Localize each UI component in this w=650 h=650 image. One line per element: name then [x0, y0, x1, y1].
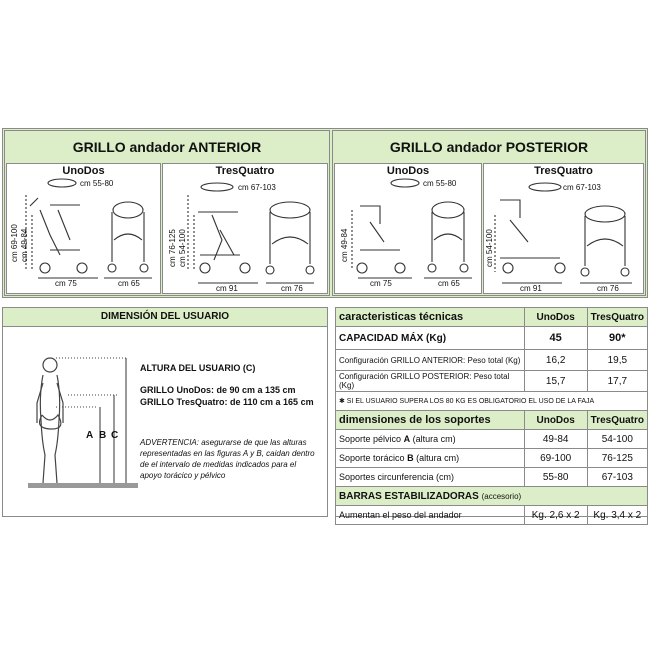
bars-unodos: Kg. 2,6 x 2 [524, 506, 587, 525]
table-row [336, 430, 648, 449]
user-height-line2: GRILLO TresQuatro: de 110 cm a 165 cm [140, 397, 314, 407]
supports-title: dimensiones de los soportes [336, 411, 525, 430]
letter-c: C [111, 430, 119, 441]
posterior-tresquatro-w1: cm 91 [520, 284, 542, 293]
posterior-unodos-h1: cm 49-84 [340, 228, 349, 262]
anterior-tresquatro-w2: cm 76 [281, 284, 303, 293]
anterior-tresquatro-h1: cm 76-125 [168, 229, 177, 267]
support-pelvic-label [336, 430, 525, 449]
support-circ-label: Soportes circunferencia (cm) [336, 468, 525, 487]
support-circ-tresquatro: 67-103 [587, 468, 647, 487]
anterior-unodos-title: UnoDos [62, 165, 105, 177]
user-panel-title: DIMENSIÓN DEL USUARIO [100, 311, 230, 322]
support-pelvic-unit: (altura cm) [412, 434, 456, 444]
spec-capacity-label: CAPACIDAD MÁX (Kg) [336, 327, 525, 350]
support-thoracic-unit: (altura cm) [416, 453, 460, 463]
table-row [336, 350, 648, 371]
anterior-title: GRILLO andador ANTERIOR [72, 139, 262, 155]
posterior-title: GRILLO andador POSTERIOR [389, 139, 589, 155]
spec-posterior-tresquatro: 17,7 [587, 371, 647, 392]
bars-tresquatro: Kg. 3,4 x 2 [587, 506, 647, 525]
specs-col-unodos: UnoDos [524, 308, 587, 327]
anterior-tresquatro-circ: cm 67-103 [238, 183, 276, 192]
anterior-tresquatro-w1: cm 91 [216, 284, 238, 293]
user-figure [28, 355, 148, 495]
anterior-unodos-w1: cm 75 [55, 279, 77, 288]
support-circ-unodos: 55-80 [524, 468, 587, 487]
posterior-unodos-circ: cm 55-80 [423, 179, 457, 188]
anterior-unodos-h1: cm 69-100 [10, 224, 19, 262]
table-row [336, 506, 648, 525]
table-row [336, 327, 648, 350]
bars-label: Aumentan el peso del andador [336, 506, 525, 525]
bars-title-note: (accesorio) [481, 491, 522, 501]
support-pelvic-tresquatro: 54-100 [587, 430, 647, 449]
anterior-unodos-h2: cm 49-84 [20, 228, 29, 262]
support-thoracic-text: Soporte torácico [339, 453, 405, 463]
support-thoracic-label [336, 449, 525, 468]
walker-drawings [0, 0, 650, 300]
anterior-tresquatro-h2: cm 54-100 [178, 229, 187, 267]
support-thoracic-tresquatro: 76-125 [587, 449, 647, 468]
spec-anterior-label: Configuración GRILLO ANTERIOR: Peso total (Kg) [336, 350, 525, 371]
letter-b: B [99, 430, 107, 441]
bars-title-cell [336, 487, 648, 506]
specs-col-tresquatro: TresQuatro [587, 308, 647, 327]
support-pelvic-unodos: 49-84 [524, 430, 587, 449]
spec-anterior-tresquatro: 19,5 [587, 350, 647, 371]
specs-title: caracteristicas técnicas [336, 308, 525, 327]
specs-table [335, 307, 648, 525]
support-thoracic-letter: B [407, 453, 414, 463]
user-height-line1: GRILLO UnoDos: de 90 cm a 135 cm [140, 385, 296, 395]
spec-anterior-unodos: 16,2 [524, 350, 587, 371]
posterior-tresquatro-h1: cm 54-100 [485, 229, 494, 267]
posterior-unodos-w2: cm 65 [438, 279, 460, 288]
bars-title: BARRAS ESTABILIZADORAS [339, 490, 479, 502]
anterior-tresquatro-title: TresQuatro [215, 165, 275, 177]
letter-a: A [86, 430, 94, 441]
specs-note: ✱ SI EL USUARIO SUPERA LOS 80 KG ES OBLIGATORIO EL USO DE LA FAJA [336, 392, 648, 411]
posterior-unodos-w1: cm 75 [370, 279, 392, 288]
table-row [336, 449, 648, 468]
anterior-unodos-w2: cm 65 [118, 279, 140, 288]
posterior-tresquatro-circ: cm 67-103 [563, 183, 601, 192]
support-pelvic-text: Soporte pélvico [339, 434, 402, 444]
spec-posterior-label: Configuración GRILLO POSTERIOR: Peso total (Kg) [336, 371, 525, 392]
support-thoracic-unodos: 69-100 [524, 449, 587, 468]
supports-col-unodos: UnoDos [524, 411, 587, 430]
table-row [336, 468, 648, 487]
user-warning: ADVERTENCIA: asegurarse de que las alturas representadas en las figuras A y B, caidan dentro de el intervalo de medidas indicados para el apoyo torácico y pélvico [140, 438, 315, 480]
posterior-unodos-title: UnoDos [386, 165, 430, 177]
spec-capacity-tresquatro: 90* [587, 327, 647, 350]
table-row [336, 371, 648, 392]
spec-capacity-unodos: 45 [524, 327, 587, 350]
spec-posterior-unodos: 15,7 [524, 371, 587, 392]
supports-col-tresquatro: TresQuatro [587, 411, 647, 430]
support-pelvic-letter: A [403, 434, 411, 444]
posterior-tresquatro-w2: cm 76 [597, 284, 619, 293]
user-height-title: ALTURA DEL USUARIO (C) [140, 363, 256, 373]
posterior-tresquatro-title: TresQuatro [534, 165, 593, 177]
anterior-unodos-circ: cm 55-80 [80, 179, 114, 188]
